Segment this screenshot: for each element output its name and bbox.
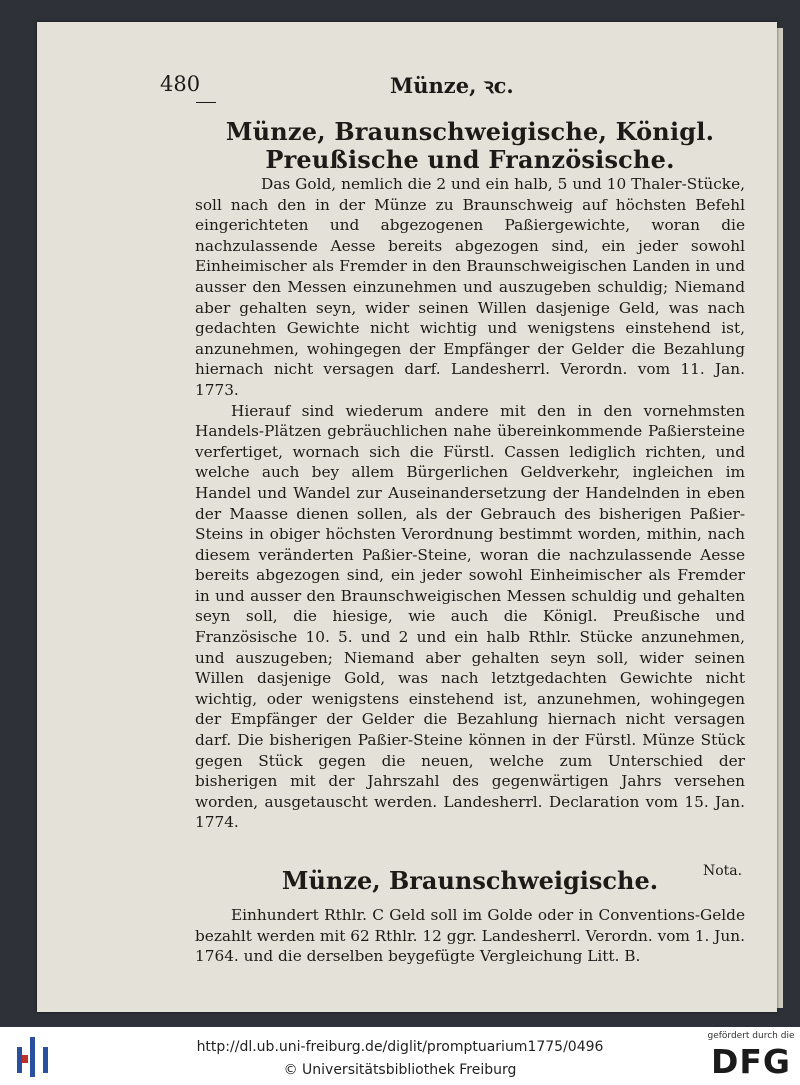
page-edge	[777, 28, 783, 1008]
dfg-caption: gefördert durch die	[707, 1031, 795, 1041]
viewer-footer	[0, 1027, 800, 1085]
section-title: Münze, Braunschweigische, Königl. Preußische und Französische.	[225, 117, 715, 174]
page-body	[195, 118, 745, 967]
paragraph: Hierauf sind wiederum andere mit den in den vornehmsten Handels-Plätzen gebräuchlichen nahe übereinkommende Paßiersteine verfertiget, wornach sich die Fürstl. Cassen lediglich richten, und welche auch bey allem Bürgerlichen Geldverkehr, ingleichen im Handel und Wandel zur Auseinandersetzung der Handelnden in eben der Maasse dienen sollen, als der Gebrauch des bisherigen Paßier-Steins in obiger höchsten Verordnung bestimmt worden, mithin, nach diesem veränderten Paßier-Steine, woran die nachzulassende Aesse bereits abgezogen sind, ein jeder sowohl Einheimischer als Fremder in und ausser den Braunschweigischen Messen schuldig und gehalten seyn soll, die hiesige, wie auch die Königl. Preußische und Französische 10. 5. und 2 und ein halb Rthlr. Stücke anzunehmen, und auszugeben; Niemand aber gehalten seyn soll, wider seinen Willen dasjenige Gold, was nach letztgedachten Gewichte nicht wichtig, oder wenigstens einstehend ist, anzunehmen, wohingegen der Empfänger der Gelder die Bezahlung hiernach nicht versagen darf. Die bisherigen Paßier-Steine können in der Fürstl. Münze Stück gegen Stück gegen die neuen, welche zum Unterschied der bisherigen mit der Jahrszahl des gegenwärtigen Jahrs versehen worden, ausgetauscht werden. Landesherrl. Declaration vom 15. Jan. 1774.	[195, 401, 745, 832]
dfg-logo	[705, 1031, 797, 1083]
permalink-url[interactable]: http://dl.ub.uni-freiburg.de/diglit/promptuarium1775/0496	[196, 1039, 604, 1055]
copyright-text: © Universitätsbibliothek Freiburg	[283, 1062, 517, 1078]
catchword: Nota.	[703, 863, 743, 879]
paragraph: Einhundert Rthlr. C Geld soll im Golde oder in Conventions-Gelde bezahlt werden mit 62 Rthlr. 12 ggr. Landesherrl. Verordn. vom 1. Jun. 1764. und die derselben beygefügte Vergleichung Litt. B.	[195, 906, 745, 966]
head-rule	[196, 102, 216, 103]
page-number: 480	[160, 72, 201, 96]
paragraph: Das Gold, nemlich die 2 und ein halb, 5 und 10 Thaler-Stücke, soll nach den in der Münze zu Braunschweig auf höchsten Befehl eingerichteten und abgezogenen Paßiergewichte, woran die nachzulassende Aesse bereits abgezogen sind, ein jeder sowohl Einheimischer als Fremder in den Braunschweigischen Landen in und ausser den Messen einzunehmen und auszugeben schuldig; Niemand aber gehalten seyn, wider seinen Willen dasjenige Geld, was nach gedachten Gewichte nicht wichtig und wenigstens einstehend ist, anzunehmen, wohingegen der Empfänger der Gelder die Bezahlung hiernach nicht versagen darf. Landesherrl. Verordn. vom 11. Jan. 1773.	[195, 175, 745, 399]
running-head	[160, 72, 720, 112]
running-title: Münze, ꝛc.	[390, 73, 514, 98]
dfg-wordmark: DFG	[710, 1042, 792, 1081]
section-title: Münze, Braunschweigische.	[281, 866, 659, 895]
